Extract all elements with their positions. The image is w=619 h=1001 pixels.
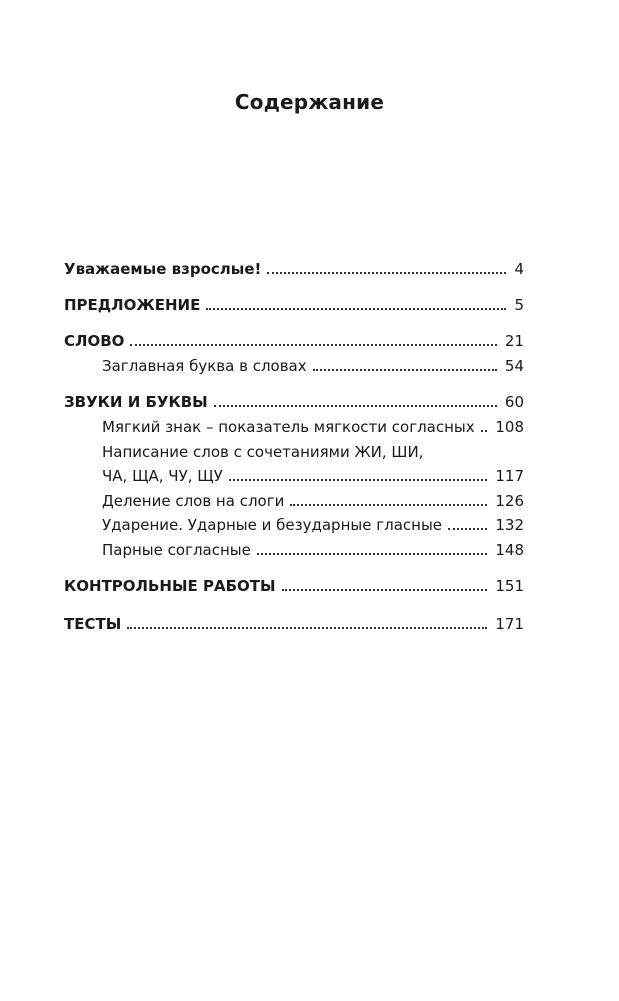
- dot-leader: [214, 405, 497, 407]
- toc-entry-title: СЛОВО: [64, 332, 125, 350]
- toc-entry-title: Деление слов на слоги: [102, 492, 285, 510]
- toc-subentry[interactable]: [102, 537, 524, 559]
- dot-leader: [448, 528, 487, 530]
- toc-entry-page: 126: [495, 492, 524, 510]
- dot-leader: [481, 430, 488, 432]
- toc-entry-page: 60: [504, 393, 524, 411]
- page-title: Содержание: [234, 90, 385, 114]
- toc-entry-title: ТЕСТЫ: [64, 615, 122, 633]
- dot-leader: [282, 589, 488, 591]
- dot-leader: [206, 308, 506, 310]
- dot-leader: [127, 627, 487, 629]
- toc-subentry[interactable]: [102, 414, 524, 436]
- dot-leader: [257, 553, 488, 555]
- toc-entry[interactable]: [64, 389, 524, 411]
- toc-entry-page: 54: [504, 357, 524, 375]
- toc-entry-page: 21: [504, 332, 524, 350]
- toc-entry-page: 5: [514, 296, 524, 314]
- toc-entry-page: 171: [495, 615, 524, 633]
- toc-subentry[interactable]: [102, 439, 524, 461]
- toc-entry-title: Ударение. Ударные и безударные гласные: [102, 516, 443, 534]
- toc-subentry[interactable]: [102, 353, 524, 375]
- toc-entry[interactable]: [64, 573, 524, 595]
- toc-entry-title: КОНТРОЛЬНЫЕ РАБОТЫ: [64, 577, 276, 595]
- toc-entry-page: 148: [495, 541, 524, 559]
- dot-leader: [290, 504, 487, 506]
- toc-entry-title: Мягкий знак – показатель мягкости согласных: [102, 418, 475, 436]
- toc-entry[interactable]: [64, 256, 524, 278]
- toc-entry-page: 132: [495, 516, 524, 534]
- toc-subentry[interactable]: [102, 512, 524, 534]
- toc-entry[interactable]: [64, 292, 524, 314]
- toc-subentry[interactable]: [102, 463, 524, 485]
- toc-entry-title: ПРЕДЛОЖЕНИЕ: [64, 296, 201, 314]
- toc-entry[interactable]: [64, 611, 524, 633]
- toc-entry-title: ЧА, ЩА, ЧУ, ЩУ: [102, 467, 223, 485]
- dot-leader: [229, 479, 488, 481]
- dot-leader: [313, 369, 497, 371]
- toc-entry-page: 4: [514, 260, 524, 278]
- toc-entry-page: 151: [495, 577, 524, 595]
- toc-entry-title: ЗВУКИ И БУКВЫ: [64, 393, 208, 411]
- toc-entry-title: Заглавная буква в словах: [102, 357, 307, 375]
- toc-subentry[interactable]: [102, 488, 524, 510]
- toc-entry-page: 117: [495, 467, 524, 485]
- toc-entry[interactable]: [64, 328, 524, 350]
- dot-leader: [267, 272, 506, 274]
- toc-entry-title: Уважаемые взрослые!: [64, 260, 262, 278]
- toc-entry-title: Написание слов с сочетаниями ЖИ, ШИ,: [102, 443, 424, 461]
- toc-entry-page: 108: [495, 418, 524, 436]
- dot-leader: [130, 344, 497, 346]
- toc-entry-title: Парные согласные: [102, 541, 251, 559]
